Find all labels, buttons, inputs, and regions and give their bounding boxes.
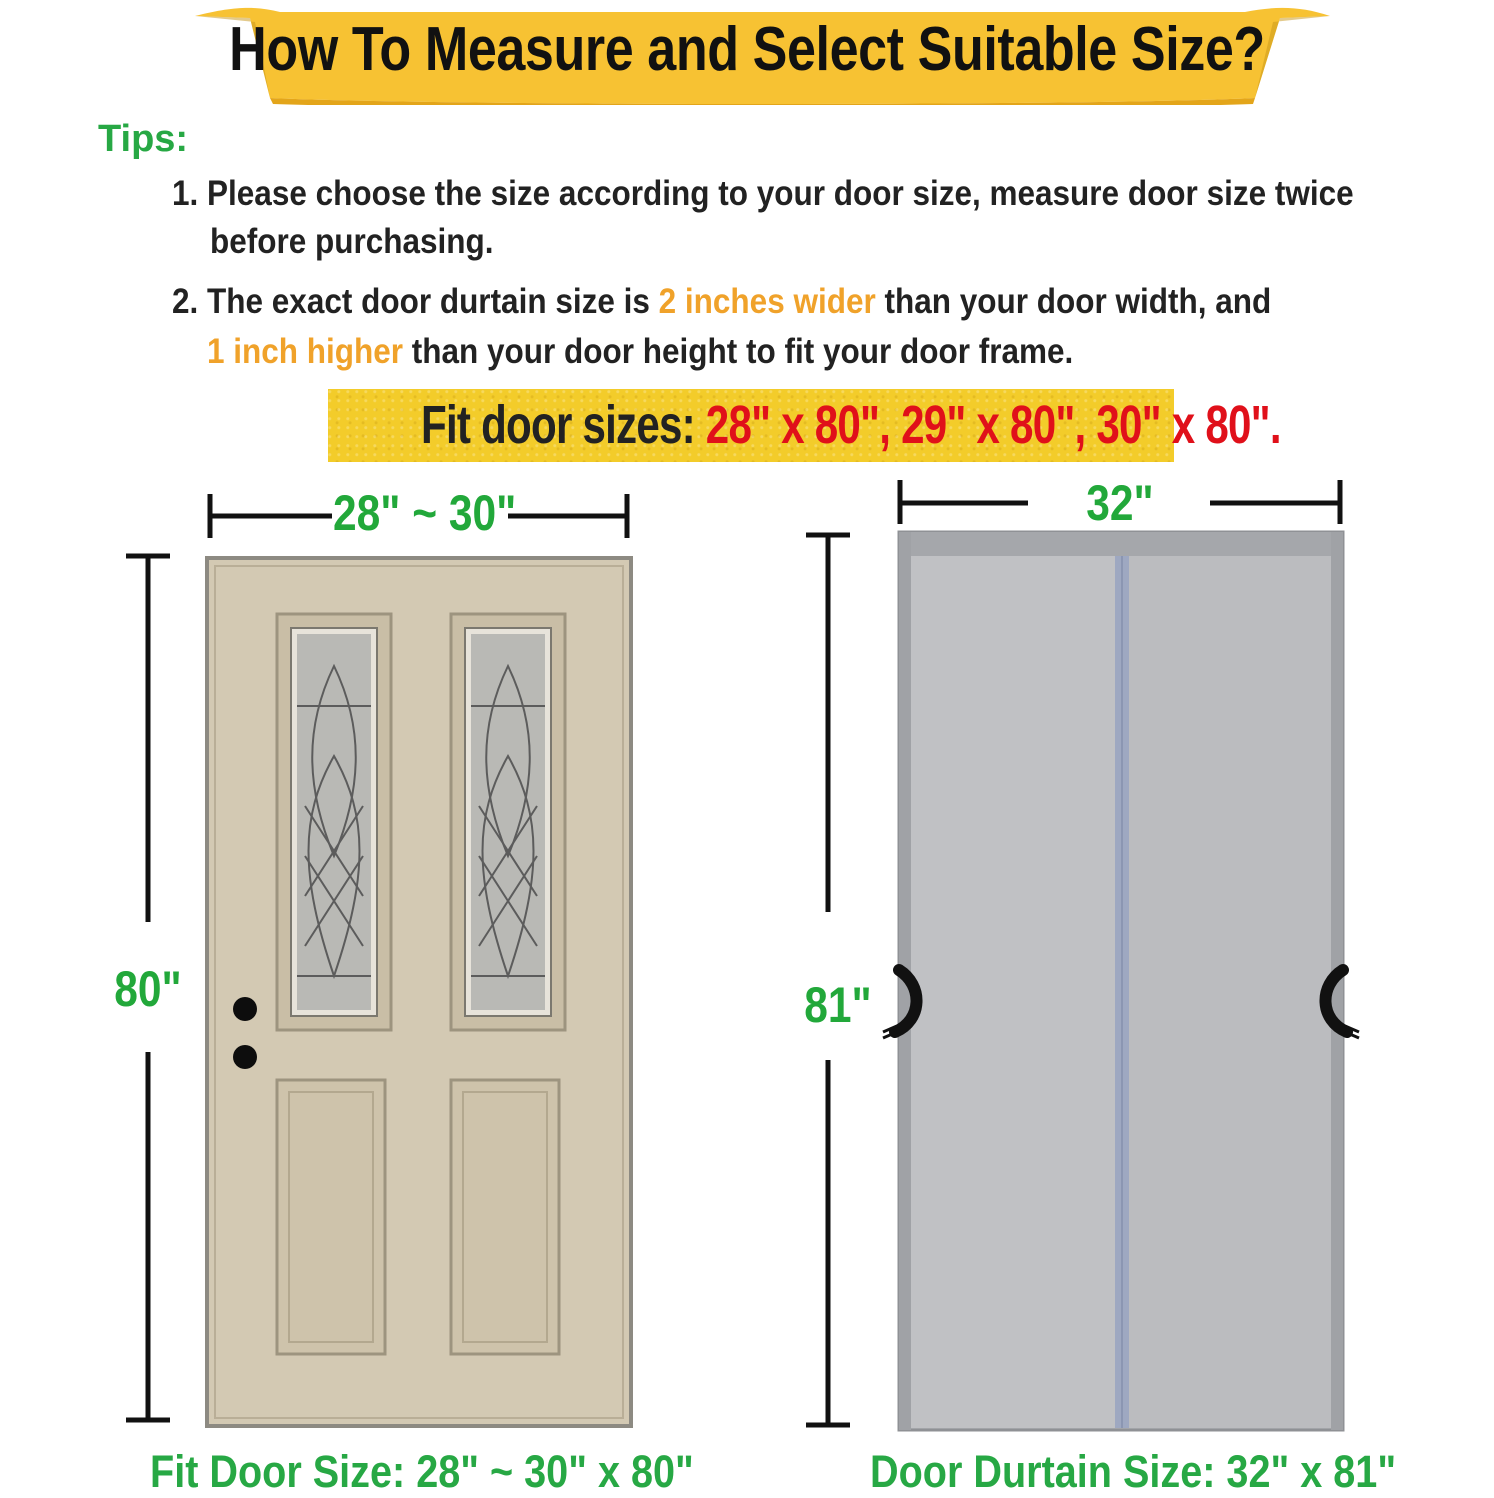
- door-height-label: 80": [114, 961, 182, 1017]
- fit-sizes-values: 28" x 80", 29" x 80", 30" x 80".: [705, 395, 1281, 455]
- curtain-illustration: [875, 530, 1367, 1432]
- tip-2-highlight-higher: 1 inch higher: [207, 332, 404, 371]
- door-window-right: [451, 614, 565, 1030]
- page-title: How To Measure and Select Suitable Size?: [229, 15, 1265, 84]
- tip-2-text-b: than your door width, and: [875, 282, 1272, 321]
- tip-2-highlight-wider: 2 inches wider: [658, 282, 876, 321]
- tip-1-line-2: before purchasing.: [210, 222, 494, 261]
- curtain-height-label: 81": [804, 977, 872, 1033]
- tips-heading: Tips:: [98, 118, 189, 160]
- door-illustration: [205, 556, 633, 1428]
- tip-2-text-a: 2. The exact door durtain size is: [172, 282, 659, 321]
- curtain-width-label: 32": [1086, 475, 1154, 531]
- tip-1-line-1: 1. Please choose the size according to your door size, measure door size twice: [172, 174, 1354, 213]
- door-lock-icon: [233, 1045, 257, 1069]
- door-size-caption: Fit Door Size: 28" ~ 30" x 80": [150, 1446, 694, 1497]
- door-window-left: [277, 614, 391, 1030]
- curtain-size-caption: Door Durtain Size: 32" x 81": [870, 1446, 1397, 1497]
- door-width-label: 28" ~ 30": [333, 485, 517, 541]
- door-knob-icon: [233, 997, 257, 1021]
- tip-2-text-c: than your door height to fit your door frame.: [403, 332, 1074, 371]
- fit-sizes-label: Fit door sizes:: [421, 395, 706, 455]
